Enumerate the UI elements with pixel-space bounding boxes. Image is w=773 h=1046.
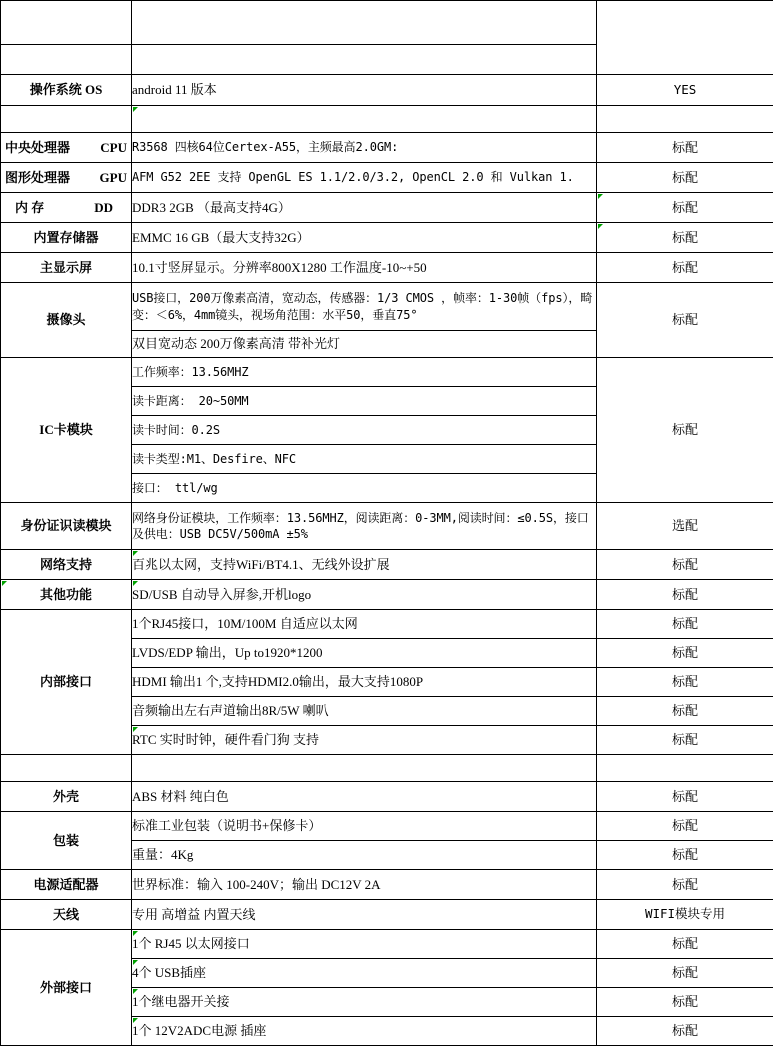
table-row-title bbox=[1, 1, 773, 45]
row-desc-ic-1: 工作频率：13.56MHZ bbox=[132, 358, 597, 387]
row-value-internal-3: 标配 bbox=[597, 668, 773, 697]
row-desc-ic-2: 读卡距离： 20~50MM bbox=[132, 387, 597, 416]
table-row-section-hardware bbox=[1, 106, 773, 133]
row-value-network: 标配 bbox=[597, 550, 773, 580]
row-value-os: YES bbox=[597, 75, 773, 106]
row-desc-ic-3: 读卡时间：0.2S bbox=[132, 416, 597, 445]
row-desc-shell: ABS 材料 纯白色 bbox=[132, 782, 597, 812]
table-row-external-1 bbox=[1, 930, 773, 959]
column-header-description: 功能描述 bbox=[132, 45, 597, 75]
row-value-cpu: 标配 bbox=[597, 133, 773, 163]
row-desc-external-1: 1个 RJ45 以太网接口 bbox=[132, 930, 597, 959]
row-label-shell: 外壳 bbox=[1, 782, 132, 812]
row-value-other: 标配 bbox=[597, 580, 773, 610]
table-row-gpu bbox=[1, 163, 773, 193]
row-value-external-4: 标配 bbox=[597, 1017, 773, 1046]
row-desc-internal-5: RTC 实时时钟，硬件看门狗 支持 bbox=[132, 726, 597, 755]
row-value-adapter: 标配 bbox=[597, 870, 773, 900]
row-value-camera: 标配 bbox=[597, 283, 773, 358]
table-row-antenna bbox=[1, 900, 773, 930]
row-label-internal: 内部接口 bbox=[1, 610, 132, 755]
row-desc-external-2: 4个 USB插座 bbox=[132, 959, 597, 988]
row-label-network: 网络支持 bbox=[1, 550, 132, 580]
section-packaging-right-spacer bbox=[597, 755, 773, 782]
row-value-package-1: 标配 bbox=[597, 812, 773, 841]
row-desc-adapter: 世界标准：输入 100-240V；输出 DC12V 2A bbox=[132, 870, 597, 900]
table-row-adapter bbox=[1, 870, 773, 900]
row-label-package: 包装 bbox=[1, 812, 132, 870]
row-value-internal-4: 标配 bbox=[597, 697, 773, 726]
row-label-cpu bbox=[1, 133, 132, 163]
row-value-idcard: 选配 bbox=[597, 503, 773, 550]
row-desc-storage: EMMC 16 GB（最大支持32G） bbox=[132, 223, 597, 253]
row-label-adapter: 电源适配器 bbox=[1, 870, 132, 900]
row-desc-other: SD/USB 自动导入屏参,开机logo bbox=[132, 580, 597, 610]
column-header-name: 产品名称 bbox=[1, 45, 132, 75]
section-header-hardware: 硬件配置 bbox=[132, 106, 597, 133]
row-value-external-3: 标配 bbox=[597, 988, 773, 1017]
table-row-display bbox=[1, 253, 773, 283]
row-label-gpu-cn: 图形处理器 bbox=[5, 169, 70, 187]
row-desc-external-4: 1个 12V2ADC电源 插座 bbox=[132, 1017, 597, 1046]
row-desc-display: 10.1寸竖屏显示。分辨率800X1280 工作温度-10~+50 bbox=[132, 253, 597, 283]
table-row-ic-1 bbox=[1, 358, 773, 387]
table-row-section-packaging bbox=[1, 755, 773, 782]
row-desc-internal-3: HDMI 输出1 个,支持HDMI2.0输出，最大支持1080P bbox=[132, 668, 597, 697]
title-left-spacer bbox=[1, 1, 132, 45]
row-desc-camera-2: 双目宽动态 200万像素高清 带补光灯 bbox=[132, 331, 597, 358]
row-label-display: 主显示屏 bbox=[1, 253, 132, 283]
row-value-internal-5: 标配 bbox=[597, 726, 773, 755]
row-desc-internal-2: LVDS/EDP 输出，Up to1920*1200 bbox=[132, 639, 597, 668]
row-value-display: 标配 bbox=[597, 253, 773, 283]
row-label-other: 其他功能 bbox=[1, 580, 132, 610]
row-desc-camera-1: USB接口，200万像素高清，宽动态，传感器：1/3 CMOS ，帧率：1-30帧（fps），畸变：＜6%，4mm镜头，视场角范围：水平50，垂直75° bbox=[132, 283, 597, 331]
row-label-idcard: 身份证识读模块 bbox=[1, 503, 132, 550]
row-desc-external-3: 1个继电器开关接 bbox=[132, 988, 597, 1017]
row-value-external-2: 标配 bbox=[597, 959, 773, 988]
row-desc-ic-4: 读卡类型:M1、Desfire、NFC bbox=[132, 445, 597, 474]
row-desc-ic-5: 接口： ttl/wg bbox=[132, 474, 597, 503]
row-desc-internal-4: 音频输出左右声道输出8R/5W 喇叭 bbox=[132, 697, 597, 726]
table-row-network bbox=[1, 550, 773, 580]
row-value-internal-2: 标配 bbox=[597, 639, 773, 668]
table-row-package-1 bbox=[1, 812, 773, 841]
row-value-shell: 标配 bbox=[597, 782, 773, 812]
section-packaging-left-spacer bbox=[1, 755, 132, 782]
table-row-ram bbox=[1, 193, 773, 223]
column-header-implement: 实现功能（YES/NO） bbox=[597, 1, 773, 75]
row-label-storage: 内置存储器 bbox=[1, 223, 132, 253]
product-title: 桌面人证一体机(HWA-PIO1D) bbox=[132, 1, 597, 45]
row-desc-package-2: 重量：4Kg bbox=[132, 841, 597, 870]
row-label-camera: 摄像头 bbox=[1, 283, 132, 358]
row-desc-network: 百兆以太网，支持WiFi/BT4.1、无线外设扩展 bbox=[132, 550, 597, 580]
section-hardware-right-spacer bbox=[597, 106, 773, 133]
table-row-other bbox=[1, 580, 773, 610]
section-hardware-left-spacer bbox=[1, 106, 132, 133]
table-row-storage bbox=[1, 223, 773, 253]
row-value-storage: 标配 bbox=[597, 223, 773, 253]
row-value-antenna: WIFI模块专用 bbox=[597, 900, 773, 930]
table-row-camera-1 bbox=[1, 283, 773, 331]
row-label-cpu-abbr: CPU bbox=[100, 139, 127, 157]
row-label-antenna: 天线 bbox=[1, 900, 132, 930]
section-header-packaging: 包装 bbox=[132, 755, 597, 782]
row-value-internal-1: 标配 bbox=[597, 610, 773, 639]
row-label-ram bbox=[1, 193, 132, 223]
table-row-cpu bbox=[1, 133, 773, 163]
row-label-gpu bbox=[1, 163, 132, 193]
row-label-ram-abbr: DD bbox=[94, 199, 113, 217]
row-desc-package-1: 标准工业包装（说明书+保修卡） bbox=[132, 812, 597, 841]
row-desc-ram: DDR3 2GB （最高支持4G） bbox=[132, 193, 597, 223]
table-row-shell bbox=[1, 782, 773, 812]
row-desc-os: android 11 版本 bbox=[132, 75, 597, 106]
row-value-external-1: 标配 bbox=[597, 930, 773, 959]
row-value-package-2: 标配 bbox=[597, 841, 773, 870]
row-value-ram: 标配 bbox=[597, 193, 773, 223]
row-desc-internal-1: 1个RJ45接口，10M/100M 自适应以太网 bbox=[132, 610, 597, 639]
row-label-ic: IC卡模块 bbox=[1, 358, 132, 503]
row-value-ic: 标配 bbox=[597, 358, 773, 503]
row-label-cpu-cn: 中央处理器 bbox=[5, 139, 70, 157]
row-desc-antenna: 专用 高增益 内置天线 bbox=[132, 900, 597, 930]
row-desc-cpu: R3568 四核64位Certex-A55，主频最高2.0GM: bbox=[132, 133, 597, 163]
row-label-gpu-abbr: GPU bbox=[100, 169, 127, 187]
row-label-os: 操作系统 OS bbox=[1, 75, 132, 106]
row-desc-idcard: 网络身份证模块，工作频率：13.56MHZ，阅读距离：0-3MM,阅读时间：≤0.5S，接口及供电：USB DC5V/500mA ±5% bbox=[132, 503, 597, 550]
table-row-idcard bbox=[1, 503, 773, 550]
row-value-gpu: 标配 bbox=[597, 163, 773, 193]
table-row-os bbox=[1, 75, 773, 106]
row-label-external: 外部接口 bbox=[1, 930, 132, 1046]
table-row-internal-1 bbox=[1, 610, 773, 639]
row-label-ram-cn: 内 存 bbox=[15, 199, 44, 217]
row-desc-gpu: AFM G52 2EE 支持 OpenGL ES 1.1/2.0/3.2, OpenCL 2.0 和 Vulkan 1. bbox=[132, 163, 597, 193]
